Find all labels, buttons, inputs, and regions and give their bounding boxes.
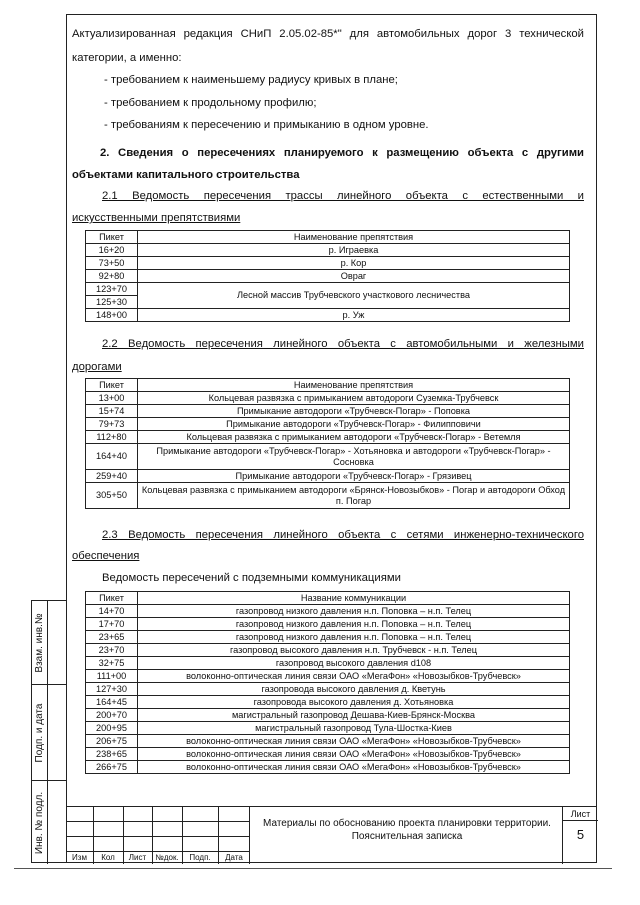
utilities-table [85, 591, 570, 774]
table-row [86, 405, 570, 418]
table-row [86, 644, 570, 657]
table-row [86, 670, 570, 683]
table-row [86, 605, 570, 618]
table-row [86, 270, 570, 283]
section-22-title-1: 2.2 Ведомость пересечения линейного объекта с автомобильными и железными [102, 338, 584, 350]
cell-picket: 112+80 [86, 431, 138, 444]
obstacles-table [85, 230, 570, 322]
cell-picket: 200+95 [86, 722, 138, 735]
intro-line-1: Актуализированная редакция СНиП 2.05.02-85*" для автомобильных дорог 3 технической [72, 28, 584, 40]
header-name: Наименование препятствия [138, 379, 570, 392]
cell-name: Кольцевая развязка с примыканием автодороги Суземка-Трубчевск [138, 392, 570, 405]
cell-picket: 92+80 [86, 270, 138, 283]
sidebar-label: Инв. № подл. [34, 791, 45, 855]
col-izm: Изм [72, 853, 87, 862]
table-row [86, 683, 570, 696]
cell-name: Кольцевая развязка с примыканием автодороги «Брянск-Новозыбков» - Погар и автодороги Обход п. Погар [138, 483, 570, 509]
sidebar-cell [32, 685, 66, 781]
intro-line-2: категории, а именно: [72, 52, 182, 64]
bottom-rule [14, 868, 612, 869]
cell-picket: 148+00 [86, 309, 138, 322]
table-row [86, 418, 570, 431]
sidebar-cell [32, 781, 66, 864]
col-data: Дата [225, 853, 243, 862]
cell-picket: 266+75 [86, 761, 138, 774]
cell-picket: 123+70 [86, 283, 138, 296]
table-row [86, 444, 570, 470]
cell-picket: 23+65 [86, 631, 138, 644]
cell-name: р. Играевка [138, 244, 570, 257]
bullet-1: - требованием к наименьшему радиусу кривых в плане; [104, 74, 398, 86]
cell-name: газопровод низкого давления н.п. Поповка – н.п. Телец [138, 605, 570, 618]
roads-table [85, 378, 570, 509]
header-picket: Пикет [86, 231, 138, 244]
cell-name: р. Кор [138, 257, 570, 270]
cell-picket: 305+50 [86, 483, 138, 509]
section-21-title-1: 2.1 Ведомость пересечения трассы линейного объекта с естественными и [102, 190, 584, 202]
cell-name: волоконно-оптическая линия связи ОАО «МегаФон» «Новозыбков-Трубчевск» [138, 748, 570, 761]
cell-name: Овраг [138, 270, 570, 283]
col-kol: Кол [101, 853, 115, 862]
sheet-box [562, 807, 597, 864]
cell-name: Примыкание автодороги «Трубчевск-Погар» - Хотьяновка и автодороги «Трубчевск-Погар» - Сосновка [138, 444, 570, 470]
sidebar-stamp [31, 600, 67, 863]
table-row [86, 709, 570, 722]
cell-picket: 200+70 [86, 709, 138, 722]
table-row [86, 696, 570, 709]
cell-picket: 164+40 [86, 444, 138, 470]
table-row [86, 392, 570, 405]
bullet-3: - требованиям к пересечению и примыканию в одном уровне. [104, 119, 429, 131]
cell-picket: 17+70 [86, 618, 138, 631]
document-title-line-1: Материалы по обоснованию проекта планировки территории. [263, 818, 551, 829]
col-ndok: №док. [155, 853, 179, 862]
table-header [86, 592, 570, 605]
table-row [86, 470, 570, 483]
section-23-title-2: обеспечения [72, 550, 140, 562]
cell-picket: 14+70 [86, 605, 138, 618]
cell-picket: 164+45 [86, 696, 138, 709]
table-row [86, 735, 570, 748]
header-picket: Пикет [86, 379, 138, 392]
table-header [86, 231, 570, 244]
bullet-2: - требованием к продольному профилю; [104, 97, 317, 109]
section-21-title-2: искусственными препятствиями [72, 212, 241, 224]
cell-name: магистральный газопровод Тула-Шостка-Киев [138, 722, 570, 735]
cell-picket: 16+20 [86, 244, 138, 257]
revision-grid [66, 807, 250, 864]
section-22-title-2: дорогами [72, 361, 122, 373]
sheet-number: 5 [576, 827, 585, 842]
cell-name: волоконно-оптическая линия связи ОАО «МегаФон» «Новозыбков-Трубчевск» [138, 761, 570, 774]
cell-picket: 125+30 [86, 296, 138, 309]
document-title [252, 817, 562, 843]
cell-name: Кольцевая развязка с примыканием автодороги «Трубчевск-Погар» - Ветемля [138, 431, 570, 444]
table-row [86, 631, 570, 644]
cell-name: газопровод низкого давления н.п. Поповка – н.п. Телец [138, 631, 570, 644]
table-row [86, 761, 570, 774]
cell-name: газопровода высокого давления д. Хотьяновка [138, 696, 570, 709]
cell-name: Примыкание автодороги «Трубчевск-Погар» - Грязивец [138, 470, 570, 483]
cell-name: газопровода высокого давления д. Кветунь [138, 683, 570, 696]
table-row [86, 309, 570, 322]
section-23-title-1: 2.3 Ведомость пересечения линейного объекта с сетями инженерно-технического [102, 529, 584, 541]
table-row [86, 657, 570, 670]
cell-picket: 73+50 [86, 257, 138, 270]
sidebar-label: Подп. и дата [34, 703, 45, 763]
cell-name: магистральный газопровод Дешава-Киев-Брянск-Москва [138, 709, 570, 722]
table-row [86, 722, 570, 735]
table-row [86, 283, 570, 296]
table-row [86, 748, 570, 761]
cell-picket: 23+70 [86, 644, 138, 657]
table-row [86, 244, 570, 257]
header-name: Наименование препятствия [138, 231, 570, 244]
table-row [86, 257, 570, 270]
cell-picket: 79+73 [86, 418, 138, 431]
cell-name: р. Уж [138, 309, 570, 322]
document-title-line-2: Пояснительная записка [351, 831, 463, 842]
table-row [86, 483, 570, 509]
section-23-subtitle: Ведомость пересечений с подземными коммуникациями [102, 572, 401, 584]
cell-picket: 111+00 [86, 670, 138, 683]
col-podp: Подп. [189, 853, 211, 862]
col-list: Лист [128, 853, 147, 862]
cell-picket: 206+75 [86, 735, 138, 748]
header-name: Название коммуникации [138, 592, 570, 605]
cell-name: Примыкание автодороги «Трубчевск-Погар» - Поповка [138, 405, 570, 418]
table-header [86, 379, 570, 392]
cell-picket: 259+40 [86, 470, 138, 483]
table-row [86, 618, 570, 631]
sidebar-label: Взам. инв.№ [34, 613, 45, 673]
cell-picket: 32+75 [86, 657, 138, 670]
cell-picket: 15+74 [86, 405, 138, 418]
sheet-label: Лист [563, 807, 598, 821]
section-2-title-1: 2. Сведения о пересечениях планируемого к размещению объекта с другими [100, 147, 584, 159]
cell-name: газопровод низкого давления н.п. Поповка – н.п. Телец [138, 618, 570, 631]
cell-name: волоконно-оптическая линия связи ОАО «МегаФон» «Новозыбков-Трубчевск» [138, 670, 570, 683]
section-2-title-2: объектами капитального строительства [72, 169, 300, 181]
cell-name: газопровод высокого давления н.п. Трубчевск - н.п. Телец [138, 644, 570, 657]
table-row [86, 431, 570, 444]
sidebar-cell [32, 601, 66, 685]
cell-picket: 238+65 [86, 748, 138, 761]
cell-name: волоконно-оптическая линия связи ОАО «МегаФон» «Новозыбков-Трубчевск» [138, 735, 570, 748]
cell-picket: 13+00 [86, 392, 138, 405]
title-block [66, 806, 597, 863]
cell-picket: 127+30 [86, 683, 138, 696]
cell-name: Лесной массив Трубчевского участкового лесничества [138, 283, 570, 309]
header-picket: Пикет [86, 592, 138, 605]
cell-name: газопровод высокого давления d108 [138, 657, 570, 670]
cell-name: Примыкание автодороги «Трубчевск-Погар» - Филипповичи [138, 418, 570, 431]
